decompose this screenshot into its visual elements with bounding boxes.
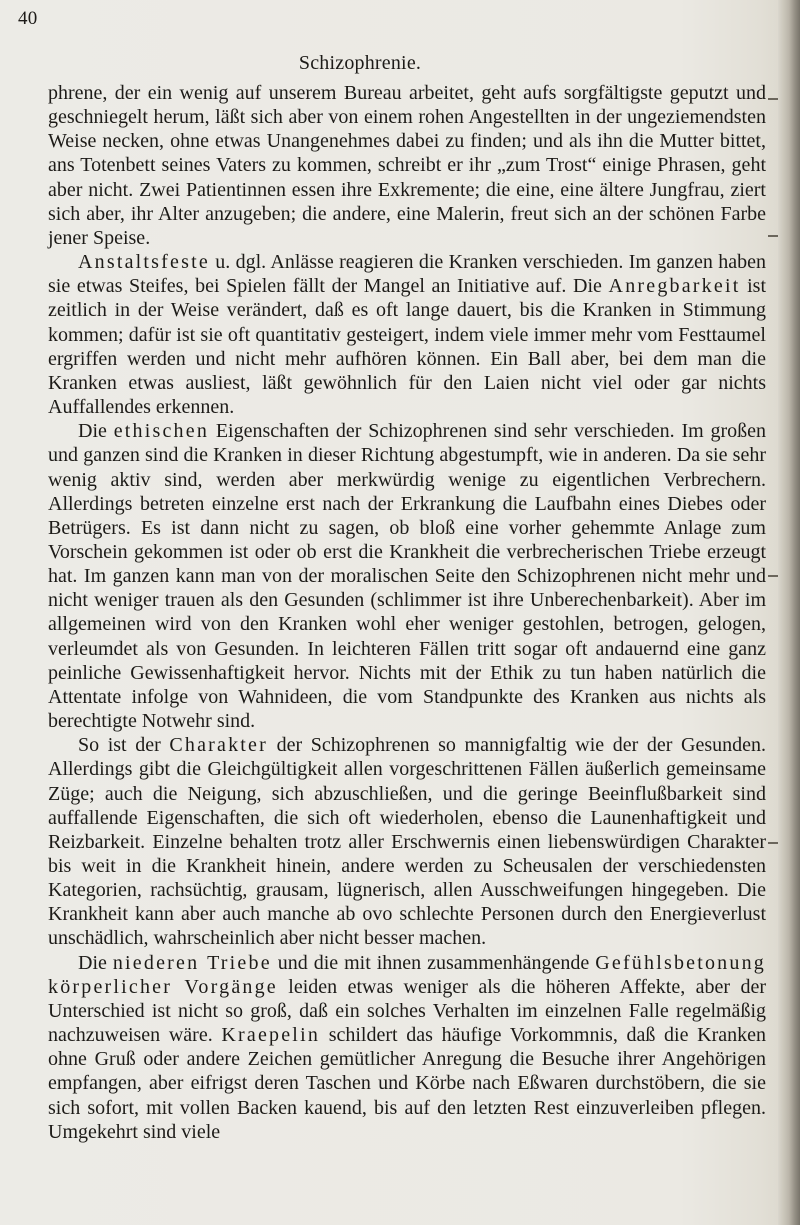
paragraph-2 bbox=[48, 250, 766, 419]
paragraph-4-text-b: der Schizophrenen so mannigfaltig wie der der Gesunden. Allerdings gibt die Gleichgültigkeit allen vorgeschrittenen Fällen äußerlich gemeinsame Züge; auch die Neigung, sich abzuschließen, und die geringe Beeinflußbarkeit sind auffallende Eigenschaften, die sich oft wiederholen, ebenso die Launenhaftigkeit und Reizbarkeit. Einzelne behalten trotz aller Erschwernis einen liebenswürdigen Charakter bis weit in die Krankheit hinein, andere werden zu Scheusalen der verschiedensten Kategorien, rachsüchtig, grausam, lügnerisch, allen Ausschweifungen hingegeben. Die Krankheit kann aber auch manche ab ovo schlechte Personen durch den Energieverlust unschädlich, wahrscheinlich aber nicht besser machen. bbox=[48, 734, 766, 950]
page-number: 40 bbox=[18, 8, 38, 29]
paragraph-4-text-a: So ist der bbox=[78, 734, 170, 757]
body-text bbox=[48, 81, 766, 1144]
running-title: Schizophrenie. bbox=[298, 52, 422, 74]
paragraph-2-text-a: u. dgl. Anlässe reagieren die Kranken verschieden. Im ganzen haben sie etwas Steifes, bei Spielen fällt der Mangel an Initiative auf. Die bbox=[48, 251, 766, 298]
term-gefuehlsbetonung: Gefühlsbetonung körperlicher Vorgänge bbox=[48, 951, 766, 998]
paragraph-5-text-b: und die mit ihnen zusammenhängende bbox=[271, 951, 596, 974]
margin-mark bbox=[768, 235, 778, 237]
paragraph-1: phrene, der ein wenig auf unserem Bureau arbeitet, geht aufs sorgfältigste geputzt und geschniegelt herum, läßt sich aber von einem rohen Angestellten in der ungeziemendsten Weise necken, ohne etwas Unangenehmes dabei zu finden; und als ihn die Mutter bittet, ans Totenbett seines Vaters zu kommen, schreibt er ihr „zum Trost“ einige Phrasen, geht aber nicht. Zwei Patientinnen essen ihre Exkremente; die eine, eine ältere Jungfrau, ziert sich aber, ihr Alter anzugeben; die andere, eine Malerin, freut sich an der schönen Farbe jener Speise. bbox=[48, 82, 766, 249]
term-charakter: Charakter bbox=[169, 734, 268, 757]
paragraph-5-text-a: Die bbox=[78, 951, 113, 974]
term-niedere-triebe: niederen Triebe bbox=[112, 951, 272, 974]
term-anstaltsfeste: Anstaltsfeste bbox=[78, 251, 210, 274]
paragraph-2-text-b: ist zeitlich in der Weise verändert, daß es oft lange dauert, bis die Kranken in Stimmung kommen; dafür ist sie oft quantitativ gesteigert, indem viele immer mehr vom Festtaumel ergriffen werden und nicht mehr aufhören können. Ein Ball aber, bei dem man die Kranken etwas ausliest, läßt gewöhnlich für den Laien nicht viel oder gar nichts Auffallendes erkennen. bbox=[48, 275, 766, 419]
paragraph-5 bbox=[48, 951, 766, 1144]
term-ethischen: ethischen bbox=[113, 420, 210, 443]
margin-mark bbox=[768, 842, 778, 844]
margin-mark bbox=[768, 98, 778, 100]
paragraph-3 bbox=[48, 419, 766, 733]
paragraph-5-text-c: leiden etwas weniger als die höheren Affekte, aber der Unterschied ist nicht so groß, daß ein solches Verhalten im einzelnen Falle regelmäßig nachzuweisen wäre. bbox=[48, 975, 766, 1047]
paragraph-3-text-a: Die bbox=[78, 420, 114, 443]
term-anregbarkeit: Anregbarkeit bbox=[608, 275, 741, 298]
paragraph-3-text-b: Eigenschaften der Schizophrenen sind sehr verschieden. Im großen und ganzen sind die Kranken in dieser Richtung abgestumpft, wie in anderen. Da sie sehr wenig aktiv sind, werden aber merkwürdig wenige zu eigentlichen Verbrechern. Allerdings betreten einzelne erst nach der Erkrankung die Laufbahn eines Diebes oder Betrügers. Es ist dann nicht zu sagen, ob bloß eine vorher gehemmte Anlage zum Vorschein gekommen ist oder ob erst die Krankheit die verbrecherischen Triebe erzeugt hat. Im ganzen kann man von der moralischen Seite den Schizophrenen nicht mehr und nicht weniger trauen als den Gesunden (schlimmer ist ihre Unberechenbarkeit). Aber im allgemeinen wird von den Kranken wohl eher weniger gestohlen, betrogen, gelogen, verleumdet als von Gesunden. In leichteren Fällen tritt sogar oft andauernd eine ganz peinliche Gewissenhaftigkeit hervor. Nichts mit der Ethik zu tun haben natürlich die Attentate infolge von Wahnideen, die vom Standpunkte des Kranken aus nichts als berechtigte Notwehr sind. bbox=[48, 420, 766, 733]
paragraph-5-text-d: schildert das häufige Vorkommnis, daß die Kranken ohne Gruß oder andere Zeichen gemütlicher Anregung die Besuche ihrer Angehörigen empfangen, aber eifrigst deren Taschen und Körbe nach Eßwaren durchstöbern, die sie sich sofort, mit vollen Backen kauend, bis auf den letzten Rest einzuverleiben pflegen. Umgekehrt sind viele bbox=[48, 1024, 766, 1143]
author-name-kraepelin: Kraepelin bbox=[221, 1024, 321, 1047]
paragraph-4 bbox=[48, 733, 766, 950]
margin-mark bbox=[768, 575, 778, 577]
page-edge-shadow bbox=[778, 0, 800, 1225]
